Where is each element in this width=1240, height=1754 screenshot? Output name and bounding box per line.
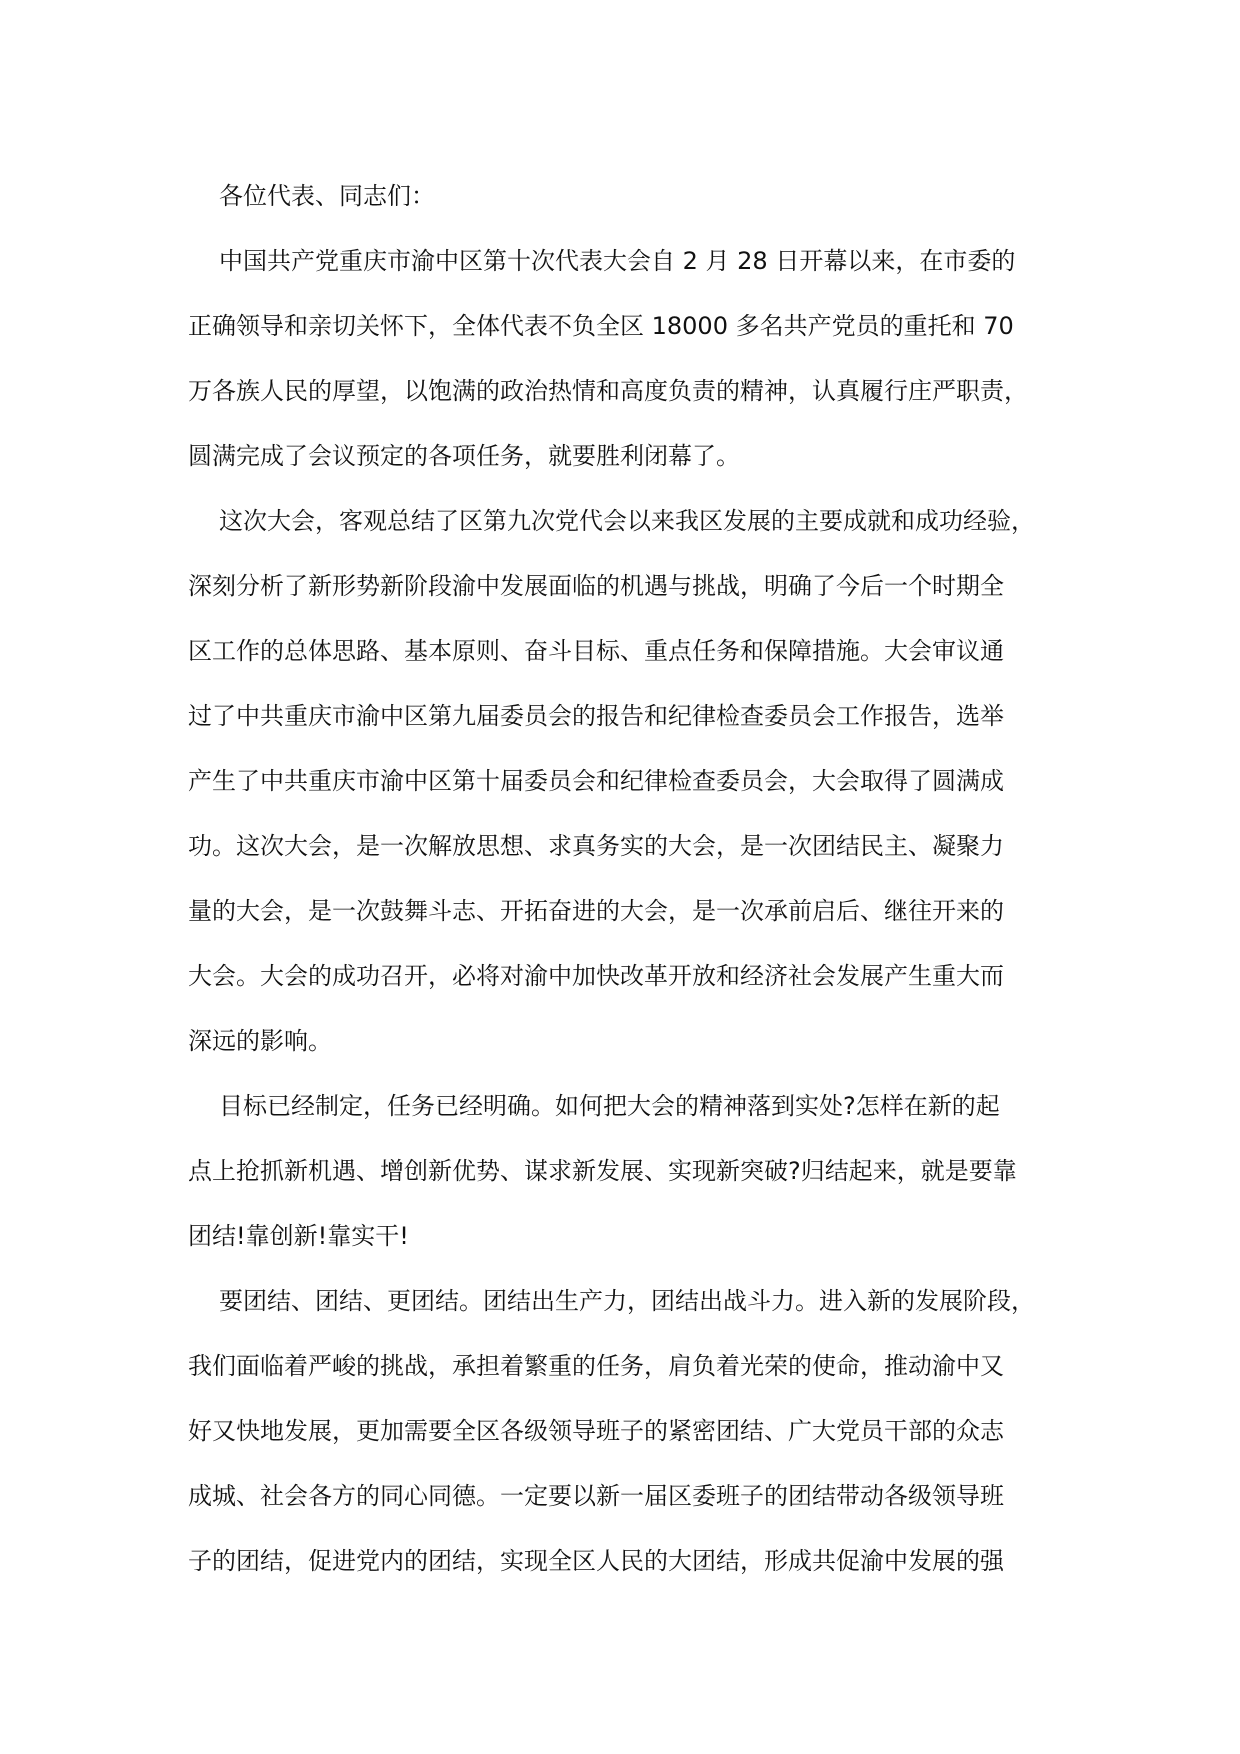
text-line: 团结!靠创新!靠实干! xyxy=(188,1222,409,1250)
speech-body xyxy=(188,176,1068,1606)
text-line: 大会。大会的成功召开，必将对渝中加快改革开放和经济社会发展产生重大而 xyxy=(188,962,1004,990)
text-line: 万各族人民的厚望，以饱满的政治热情和高度负责的精神，认真履行庄严职责， xyxy=(188,377,1028,405)
text-line: 产生了中共重庆市渝中区第十届委员会和纪律检查委员会，大会取得了圆满成 xyxy=(188,767,1004,795)
text-line: 成城、社会各方的同心同德。一定要以新一届区委班子的团结带动各级领导班 xyxy=(188,1482,1004,1510)
text-line: 功。这次大会，是一次解放思想、求真务实的大会，是一次团结民主、凝聚力 xyxy=(188,832,1004,860)
salutation-line: 各位代表、同志们： xyxy=(219,182,435,210)
text-line: 目标已经制定，任务已经明确。如何把大会的精神落到实处?怎样在新的起 xyxy=(219,1092,1000,1120)
text-line: 我们面临着严峻的挑战，承担着繁重的任务，肩负着光荣的使命，推动渝中又 xyxy=(188,1352,1004,1380)
text-line: 量的大会，是一次鼓舞斗志、开拓奋进的大会，是一次承前启后、继往开来的 xyxy=(188,897,1004,925)
text-line: 过了中共重庆市渝中区第九届委员会的报告和纪律检查委员会工作报告，选举 xyxy=(188,702,1004,730)
text-line: 正确领导和亲切关怀下，全体代表不负全区 18000 多名共产党员的重托和 70 xyxy=(188,312,1014,340)
text-line: 这次大会，客观总结了区第九次党代会以来我区发展的主要成就和成功经验， xyxy=(219,507,1035,535)
text-line: 深远的影响。 xyxy=(188,1027,332,1055)
text-line: 中国共产党重庆市渝中区第十次代表大会自 2 月 28 日开幕以来，在市委的 xyxy=(219,247,1016,275)
text-line: 子的团结，促进党内的团结，实现全区人民的大团结，形成共促渝中发展的强 xyxy=(188,1547,1004,1575)
text-line: 要团结、团结、更团结。团结出生产力，团结出战斗力。进入新的发展阶段， xyxy=(219,1287,1035,1315)
text-line: 圆满完成了会议预定的各项任务，就要胜利闭幕了。 xyxy=(188,442,740,470)
text-line: 区工作的总体思路、基本原则、奋斗目标、重点任务和保障措施。大会审议通 xyxy=(188,637,1004,665)
text-line: 深刻分析了新形势新阶段渝中发展面临的机遇与挑战，明确了今后一个时期全 xyxy=(188,572,1004,600)
text-line: 好又快地发展，更加需要全区各级领导班子的紧密团结、广大党员干部的众志 xyxy=(188,1417,1004,1445)
text-line: 点上抢抓新机遇、增创新优势、谋求新发展、实现新突破?归结起来，就是要靠 xyxy=(188,1157,1017,1185)
